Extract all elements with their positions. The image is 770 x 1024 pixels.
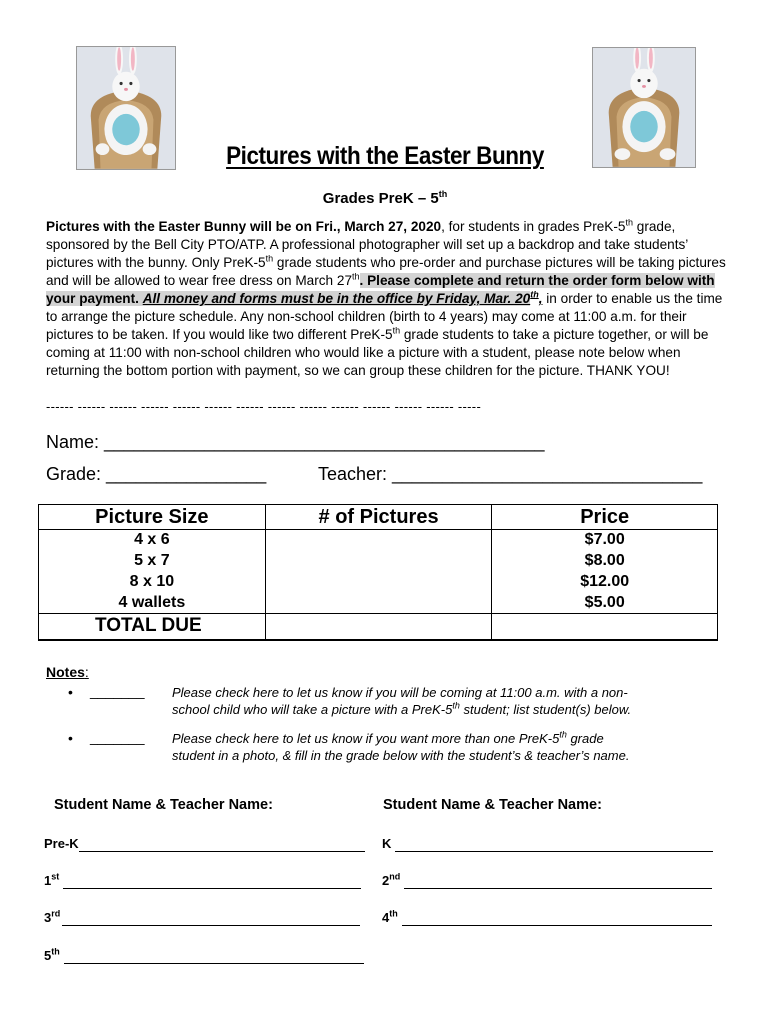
table-row xyxy=(39,551,718,572)
quantity-cell[interactable] xyxy=(265,572,492,593)
price-cell: $8.00 xyxy=(492,551,718,572)
table-header-row xyxy=(39,505,718,530)
table-row xyxy=(39,593,718,614)
price-cell: $7.00 xyxy=(492,530,718,551)
quantity-cell[interactable] xyxy=(265,530,492,551)
teacher-field[interactable]: Teacher: _______________________________ xyxy=(318,464,703,484)
grade-k-field[interactable]: K xyxy=(382,836,713,852)
name-field[interactable]: Name: ____________________________________________ xyxy=(46,432,545,452)
header-picture-size: Picture Size xyxy=(39,505,266,530)
grades-subtitle: Grades PreK – 5th xyxy=(322,189,448,207)
total-row xyxy=(39,614,718,640)
bullet-icon: • xyxy=(68,684,73,700)
event-date-text: Pictures with the Easter Bunny will be on Fri., March 27, 2020 xyxy=(46,219,442,234)
header-price: Price xyxy=(492,505,718,530)
table-row xyxy=(39,530,718,551)
note2-text: Please check here to let us know if you want more than one PreK-5th grade student in a photo, & fill in the grade below with the student’s & teacher’s name. xyxy=(172,729,630,763)
size-cell: 8 x 10 xyxy=(39,572,266,593)
grade-4th-field[interactable]: 4th xyxy=(382,910,712,926)
grade-field[interactable]: Grade: ________________ xyxy=(46,464,267,484)
quantity-cell[interactable] xyxy=(265,593,492,614)
header-num-pictures: # of Pictures xyxy=(265,505,492,530)
student-heading-left: Student Name & Teacher Name: xyxy=(54,797,273,813)
note1-checkbox-blank[interactable]: _______ xyxy=(90,683,145,699)
return-form-notice: . Please complete and return the order form below with your payment. xyxy=(46,273,715,306)
grade-prek-field[interactable]: Pre-K xyxy=(44,836,365,852)
page-title: Pictures with the Easter Bunny xyxy=(226,142,544,170)
size-cell: 4 x 6 xyxy=(39,530,266,551)
student-heading-right: Student Name & Teacher Name: xyxy=(383,797,602,813)
cut-line: ------ ------ ------ ------ ------ ------ ------ ------ ------ ------ ------ ------ ------ ----- xyxy=(46,399,482,414)
grade-1st-field[interactable]: 1st xyxy=(44,873,361,889)
grade-5th-field[interactable]: 5th xyxy=(44,948,364,964)
bullet-icon: • xyxy=(68,730,73,746)
size-cell: 4 wallets xyxy=(39,593,266,614)
announcement-paragraph: Pictures with the Easter Bunny will be on Fri., March 27, 2020, for students in grades PreK-5th grade, sponsored by the Bell City PTO/ATP. A professional photographer will set up a backdrop and take students’ pictures with the bunny. Only PreK-5th grade students who pre-order and purchase pictures will be taking pictures and will be allowed to wear free dress on March 27th. Please complete and return the order form below with your payment. All money and forms must be in the office by Friday, Mar. 20th, in order to enable us the time to arrange the picture schedule. Any non-school children (birth to 4 years) may come at 11:00 a.m. for their pictures to be taken. If you would like two different PreK-5th grade students to take a picture together, or will be coming at 11:00 with non-school children who would like a picture with a student, please note below when returning the bottom portion with payment, so we can group these children for the picture. THANK YOU! xyxy=(46,217,726,378)
price-cell: $12.00 xyxy=(492,572,718,593)
total-price-cell[interactable] xyxy=(492,614,718,640)
table-row xyxy=(39,572,718,593)
quantity-cell[interactable] xyxy=(265,551,492,572)
size-cell: 5 x 7 xyxy=(39,551,266,572)
notes-heading: Notes: xyxy=(46,664,89,680)
total-due-label: TOTAL DUE xyxy=(39,614,266,640)
deadline-notice: All money and forms must be in the office by Friday, Mar. 20 xyxy=(142,291,531,306)
total-quantity-cell[interactable] xyxy=(265,614,492,640)
note2-checkbox-blank[interactable]: _______ xyxy=(90,729,145,745)
price-cell: $5.00 xyxy=(492,593,718,614)
order-table xyxy=(38,504,718,641)
note1-text: Please check here to let us know if you will be coming at 11:00 a.m. with a non- school child who will take a picture with a PreK-5th student; list student(s) below. xyxy=(172,685,632,717)
grade-3rd-field[interactable]: 3rd xyxy=(44,910,360,926)
grade-2nd-field[interactable]: 2nd xyxy=(382,873,712,889)
